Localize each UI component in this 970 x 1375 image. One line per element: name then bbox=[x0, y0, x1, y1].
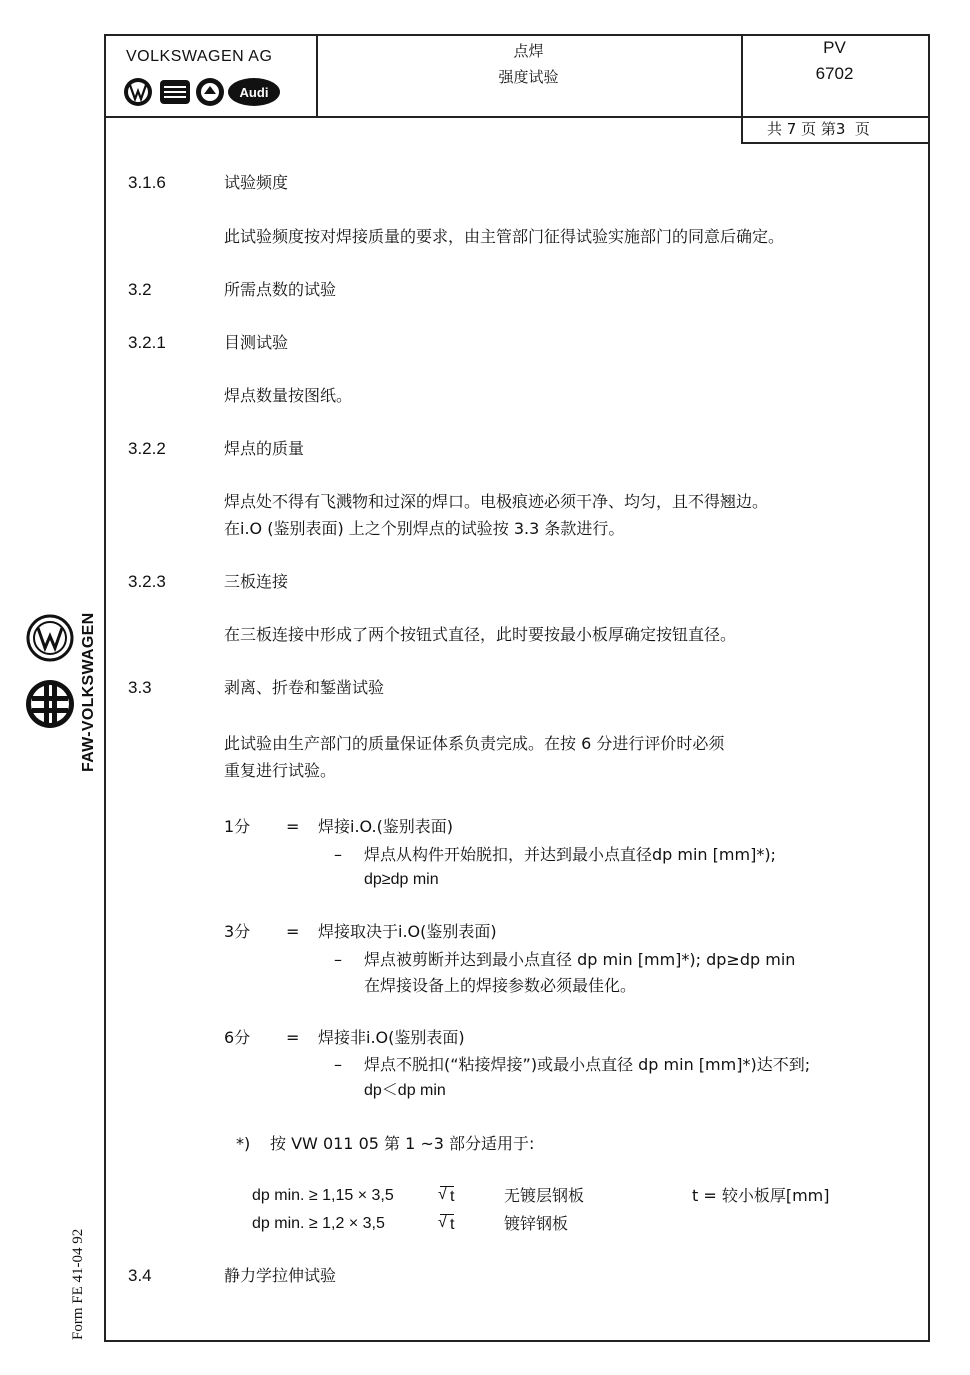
formula-1: dp min. ≥ 1,15 × 3,5 bbox=[252, 1187, 394, 1204]
grade-title: 焊接非i.O(鉴别表面) bbox=[318, 1028, 465, 1047]
formula-1-radicand: √ t bbox=[438, 1186, 455, 1205]
section-number: 3.1.6 bbox=[128, 173, 166, 192]
faw-circle-icon bbox=[26, 680, 74, 728]
section-title: 焊点的质量 bbox=[224, 439, 305, 458]
formula-2: dp min. ≥ 1,2 × 3,5 bbox=[252, 1215, 385, 1232]
sqrt-symbol: √ bbox=[438, 1214, 447, 1231]
material-2: 镀锌钢板 bbox=[504, 1214, 569, 1233]
footnote-mark: *) bbox=[236, 1134, 251, 1153]
paragraph: 此试验频度按对焊接质量的要求，由主管部门征得试验实施部门的同意后确定。 bbox=[224, 227, 785, 246]
grade-desc: dp＜dp min bbox=[364, 1082, 446, 1099]
seat-logo-icon bbox=[160, 80, 190, 104]
material-1: 无镀层钢板 bbox=[504, 1186, 585, 1205]
grade-desc: 焊点不脱扣(“粘接焊接”)或最小点直径 dp min [mm]*)达不到; bbox=[364, 1055, 811, 1074]
paragraph: 此试验由生产部门的质量保证体系负责完成。在按 6 分进行评价时必须 bbox=[224, 734, 725, 753]
company-name: VOLKSWAGEN AG bbox=[126, 48, 273, 65]
vw-logo-icon bbox=[124, 78, 152, 106]
grade-equals: = bbox=[286, 817, 300, 836]
brand-vertical-text: FAW-VOLKSWAGEN bbox=[80, 612, 97, 772]
grade-equals: = bbox=[286, 1028, 300, 1047]
section-title: 目测试验 bbox=[224, 333, 289, 352]
page-info: 共 7 页 第3 页 bbox=[767, 120, 870, 138]
brand-logos bbox=[122, 76, 302, 108]
skoda-logo-icon bbox=[196, 78, 224, 106]
section-number: 3.4 bbox=[128, 1266, 152, 1285]
company-cell bbox=[106, 36, 318, 116]
paragraph: 在i.O (鉴别表面) 上之个别焊点的试验按 3.3 条款进行。 bbox=[224, 519, 625, 538]
vw-circle-icon bbox=[28, 616, 72, 660]
svg-text:Audi: Audi bbox=[239, 85, 269, 100]
header bbox=[106, 36, 928, 118]
grade-desc: 焊点被剪断并达到最小点直径 dp min [mm]*); dp≥dp min bbox=[364, 950, 796, 969]
section-title: 三板连接 bbox=[224, 572, 289, 591]
section-title: 剥离、折卷和錾凿试验 bbox=[224, 678, 385, 697]
section-title: 试验频度 bbox=[224, 173, 289, 192]
section-number: 3.2.2 bbox=[128, 439, 166, 458]
paragraph: 重复进行试验。 bbox=[224, 761, 337, 780]
title-line-1: 点焊 bbox=[513, 42, 544, 60]
audi-logo-icon bbox=[228, 78, 280, 106]
grade-desc: dp≥dp min bbox=[364, 871, 439, 888]
paragraph: 在三板连接中形成了两个按钮式直径，此时要按最小板厚确定按钮直径。 bbox=[224, 625, 737, 644]
sqrt-symbol: √ bbox=[438, 1186, 447, 1203]
grade-title: 焊接取决于i.O(鉴别表面) bbox=[318, 922, 497, 941]
page-info-cell bbox=[741, 116, 928, 144]
grade-dash: – bbox=[334, 1055, 342, 1074]
form-number: Form FE 41-04 92 bbox=[70, 1228, 86, 1340]
section-number: 3.2.1 bbox=[128, 333, 166, 352]
section-number: 3.2.3 bbox=[128, 572, 166, 591]
grade-score: 3分 bbox=[224, 922, 251, 941]
grade-equals: = bbox=[286, 922, 300, 941]
formula-2-radicand: √ t bbox=[438, 1214, 455, 1233]
doc-type: PV bbox=[823, 38, 846, 57]
paragraph: 焊点处不得有飞溅物和过深的焊口。电极痕迹必须干净、均匀，且不得翘边。 bbox=[224, 492, 769, 511]
doc-id-cell bbox=[741, 36, 928, 116]
section-title: 静力学拉伸试验 bbox=[224, 1266, 337, 1285]
grade-title: 焊接i.O.(鉴别表面) bbox=[318, 817, 454, 836]
section-title: 所需点数的试验 bbox=[224, 280, 337, 299]
doc-number: 6702 bbox=[815, 64, 854, 83]
title-cell bbox=[316, 36, 743, 116]
grade-dash: – bbox=[334, 950, 342, 969]
section-number: 3.3 bbox=[128, 678, 152, 697]
section-number: 3.2 bbox=[128, 280, 152, 299]
grade-dash: – bbox=[334, 845, 342, 864]
thickness-note: t = 较小板厚[mm] bbox=[692, 1186, 830, 1205]
grade-desc: 在焊接设备上的焊接参数必须最佳化。 bbox=[364, 976, 637, 995]
grade-desc: 焊点从构件开始脱扣，并达到最小点直径dp min [mm]*); bbox=[364, 845, 776, 864]
footnote-text: 按 VW 011 05 第 1 ~3 部分适用于: bbox=[270, 1134, 535, 1153]
paragraph: 焊点数量按图纸。 bbox=[224, 386, 353, 405]
grade-score: 1分 bbox=[224, 817, 251, 836]
grade-score: 6分 bbox=[224, 1028, 251, 1047]
title-line-2: 强度试验 bbox=[498, 68, 559, 86]
